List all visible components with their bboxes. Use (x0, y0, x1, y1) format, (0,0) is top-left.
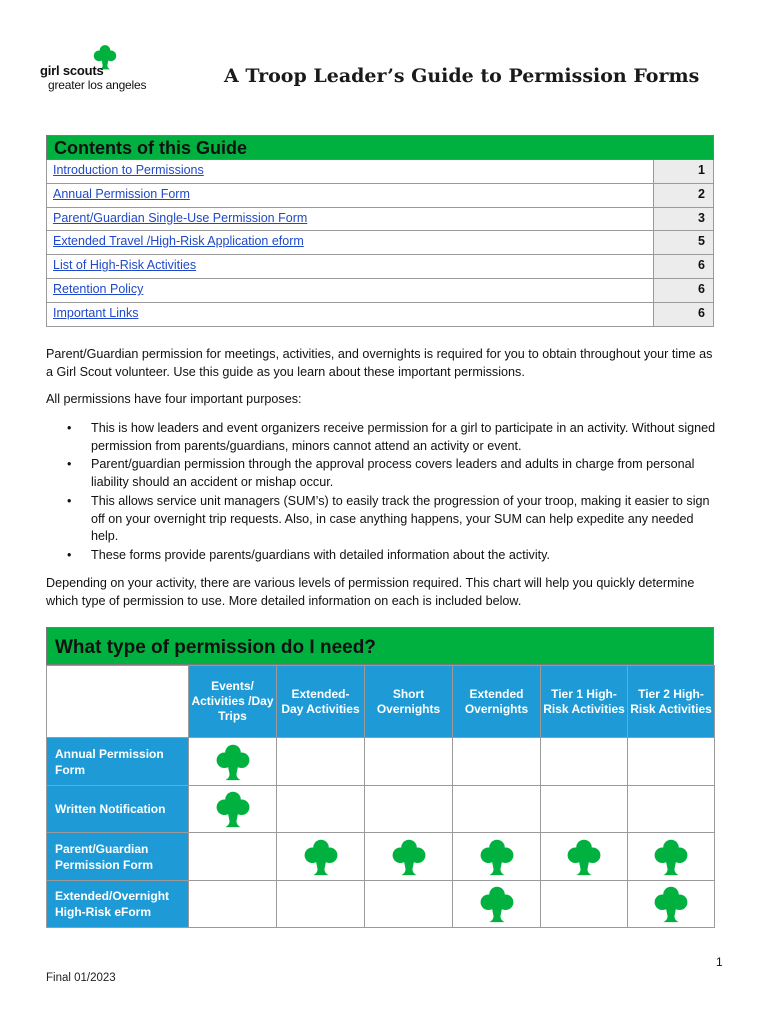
table-cell (453, 738, 541, 786)
toc-link-retention-policy[interactable]: Retention Policy (47, 279, 654, 302)
toc-row (46, 255, 714, 279)
table-row (47, 738, 715, 786)
trefoil-icon (303, 838, 339, 876)
toc-page-number: 2 (654, 184, 713, 207)
row-header: Written Notification (47, 786, 189, 833)
table-cell (453, 786, 541, 833)
list-item: • Parent/guardian permission through the approval process covers leaders and adults in charge from personal liability should an accident or mishap occur. (46, 456, 716, 491)
toc-link-important-links[interactable]: Important Links (47, 303, 654, 326)
list-item: • This allows service unit managers (SUM’s) to easily track the progression of your troop, making it easier to sign off on your overnight trip requests. Also, in case anything happens, your SUM can help expedite any needed help. (46, 493, 716, 546)
toc-link-high-risk-activities[interactable]: List of High-Risk Activities (47, 255, 654, 278)
toc-row (46, 279, 714, 303)
trefoil-icon (215, 743, 251, 781)
table-cell (365, 881, 453, 928)
table-cell (277, 786, 365, 833)
toc-link-annual-permission[interactable]: Annual Permission Form (47, 184, 654, 207)
chart-intro-paragraph: Depending on your activity, there are various levels of permission required. This chart will help you quickly determine which type of permission to use. More detailed information on each is included below. (46, 576, 695, 608)
table-cell (365, 786, 453, 833)
table-row (47, 881, 715, 928)
document-title: A Troop Leader’s Guide to Permission Forms (224, 65, 700, 87)
toc-page-number: 6 (654, 303, 713, 326)
footer-version: Final 01/2023 (46, 972, 116, 984)
table-cell (277, 881, 365, 928)
trefoil-icon (215, 790, 251, 828)
permission-table (46, 665, 715, 928)
table-cell (541, 738, 628, 786)
toc-page-number: 6 (654, 279, 713, 302)
table-header-row (47, 666, 715, 738)
page-number: 1 (716, 955, 723, 969)
table-cell (628, 881, 715, 928)
row-header: Extended/Overnight High-Risk eForm (47, 881, 189, 928)
toc-row (46, 208, 714, 232)
table-cell (628, 786, 715, 833)
list-item: • This is how leaders and event organizers receive permission for a girl to participate in an activity. Without signed permission from parents/guardians, minors cannot attend an activity or event. (46, 420, 716, 455)
table-cell (541, 881, 628, 928)
list-item: • These forms provide parents/guardians with detailed information about the activity. (46, 547, 716, 565)
column-header: Extended Overnights (453, 666, 541, 738)
toc-row (46, 303, 714, 327)
table-cell (277, 738, 365, 786)
table-cell (189, 881, 277, 928)
column-header: Tier 1 High-Risk Activities (541, 666, 628, 738)
toc-row (46, 160, 714, 184)
intro-paragraph: Parent/Guardian permission for meetings, activities, and overnights is required for you to obtain throughout your time as a Girl Scout volunteer. Use this guide as you learn about these important permissions. (46, 347, 713, 379)
toc-link-single-use-permission[interactable]: Parent/Guardian Single-Use Permission Form (47, 208, 654, 231)
trefoil-icon (653, 838, 689, 876)
trefoil-icon (653, 885, 689, 923)
purposes-intro: All permissions have four important purposes: (46, 392, 302, 406)
trefoil-icon (566, 838, 602, 876)
girl-scouts-logo (40, 44, 170, 94)
toc-page-number: 1 (654, 160, 713, 183)
table-cell (628, 833, 715, 881)
table-cell (453, 833, 541, 881)
table-cell (365, 738, 453, 786)
purposes-list (46, 420, 716, 566)
trefoil-icon (391, 838, 427, 876)
toc-link-introduction[interactable]: Introduction to Permissions (47, 160, 654, 183)
contents-heading: Contents of this Guide (46, 135, 714, 160)
row-header: Parent/Guardian Permission Form (47, 833, 189, 881)
table-cell (541, 833, 628, 881)
toc-page-number: 6 (654, 255, 713, 278)
toc-row (46, 184, 714, 208)
trefoil-icon (479, 838, 515, 876)
toc-link-extended-travel[interactable]: Extended Travel /High-Risk Application eform (47, 231, 654, 254)
table-cell (189, 786, 277, 833)
toc-page-number: 3 (654, 208, 713, 231)
column-header: Events/ Activities /Day Trips (189, 666, 277, 738)
column-header: Tier 2 High-Risk Activities (628, 666, 715, 738)
logo-text-secondary: greater los angeles (48, 78, 147, 92)
table-cell (541, 786, 628, 833)
table-corner (47, 666, 189, 738)
toc-page-number: 5 (654, 231, 713, 254)
logo-text-primary: girl scouts (40, 63, 104, 78)
table-cell (277, 833, 365, 881)
column-header: Extended- Day Activities (277, 666, 365, 738)
table-row (47, 786, 715, 833)
row-header: Annual Permission Form (47, 738, 189, 786)
table-cell (189, 738, 277, 786)
contents-table (46, 135, 714, 327)
table-cell (453, 881, 541, 928)
table-cell (189, 833, 277, 881)
permission-table-heading: What type of permission do I need? (46, 627, 714, 665)
table-cell (628, 738, 715, 786)
table-row (47, 833, 715, 881)
trefoil-icon (479, 885, 515, 923)
table-cell (365, 833, 453, 881)
toc-row (46, 231, 714, 255)
column-header: Short Overnights (365, 666, 453, 738)
